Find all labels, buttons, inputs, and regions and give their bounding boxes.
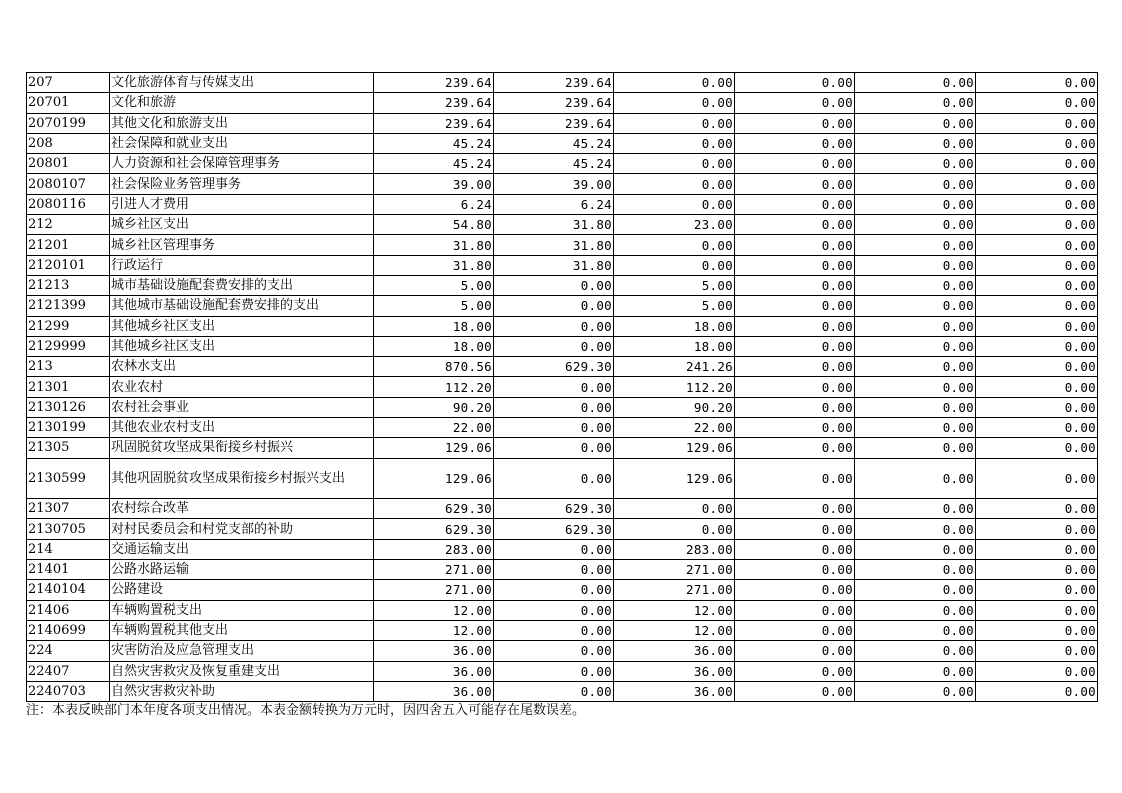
amount-cell: 0.00 [855, 316, 976, 336]
amount-cell: 0.00 [855, 499, 976, 519]
amount-cell: 0.00 [614, 499, 735, 519]
amount-cell: 31.80 [374, 235, 494, 255]
amount-cell: 239.64 [494, 113, 614, 133]
subject-code-cell: 2070199 [27, 113, 110, 133]
table-body [27, 73, 1098, 702]
amount-cell: 0.00 [494, 275, 614, 295]
amount-cell: 22.00 [614, 418, 735, 438]
subject-name-cell: 车辆购置税其他支出 [110, 620, 374, 640]
amount-cell: 870.56 [374, 357, 494, 377]
amount-cell: 0.00 [855, 600, 976, 620]
table-row [27, 174, 1098, 194]
amount-cell: 39.00 [494, 174, 614, 194]
amount-cell: 0.00 [494, 438, 614, 458]
amount-cell: 0.00 [855, 215, 976, 235]
amount-cell: 0.00 [614, 73, 735, 93]
table-row [27, 235, 1098, 255]
subject-code-cell: 21406 [27, 600, 110, 620]
subject-name-cell: 对村民委员会和村党支部的补助 [110, 519, 374, 539]
subject-name-cell: 引进人才费用 [110, 194, 374, 214]
amount-cell: 129.06 [374, 438, 494, 458]
subject-name-cell: 车辆购置税支出 [110, 600, 374, 620]
amount-cell: 6.24 [494, 194, 614, 214]
amount-cell: 239.64 [374, 73, 494, 93]
amount-cell: 129.06 [374, 458, 494, 499]
subject-name-cell: 公路建设 [110, 580, 374, 600]
table-row [27, 93, 1098, 113]
amount-cell: 0.00 [976, 357, 1098, 377]
table-row [27, 113, 1098, 133]
footnote: 注：本表反映部门本年度各项支出情况。本表金额转换为万元时，因四舍五入可能存在尾数误差。 [26, 703, 586, 718]
amount-cell: 112.20 [374, 377, 494, 397]
amount-cell: 0.00 [735, 519, 855, 539]
table-row [27, 296, 1098, 316]
subject-name-cell: 城市基础设施配套费安排的支出 [110, 275, 374, 295]
amount-cell: 0.00 [976, 560, 1098, 580]
amount-cell: 0.00 [494, 681, 614, 701]
amount-cell: 0.00 [494, 296, 614, 316]
subject-name-cell: 社会保险业务管理事务 [110, 174, 374, 194]
subject-code-cell: 2140699 [27, 620, 110, 640]
amount-cell: 0.00 [976, 418, 1098, 438]
amount-cell: 45.24 [494, 133, 614, 153]
table-row [27, 661, 1098, 681]
amount-cell: 0.00 [494, 316, 614, 336]
amount-cell: 31.80 [494, 215, 614, 235]
subject-name-cell: 交通运输支出 [110, 539, 374, 559]
subject-code-cell: 207 [27, 73, 110, 93]
amount-cell: 45.24 [374, 154, 494, 174]
amount-cell: 12.00 [374, 600, 494, 620]
table-row [27, 255, 1098, 275]
amount-cell: 0.00 [976, 377, 1098, 397]
amount-cell: 0.00 [855, 539, 976, 559]
table-row [27, 194, 1098, 214]
amount-cell: 0.00 [855, 296, 976, 316]
amount-cell: 0.00 [735, 418, 855, 438]
amount-cell: 629.30 [494, 499, 614, 519]
amount-cell: 0.00 [735, 438, 855, 458]
amount-cell: 0.00 [855, 255, 976, 275]
amount-cell: 0.00 [735, 600, 855, 620]
amount-cell: 0.00 [494, 600, 614, 620]
amount-cell: 0.00 [735, 255, 855, 275]
subject-name-cell: 其他城乡社区支出 [110, 316, 374, 336]
subject-name-cell: 城乡社区支出 [110, 215, 374, 235]
amount-cell: 0.00 [614, 174, 735, 194]
amount-cell: 0.00 [735, 154, 855, 174]
amount-cell: 0.00 [855, 458, 976, 499]
subject-name-cell: 文化和旅游 [110, 93, 374, 113]
amount-cell: 0.00 [855, 418, 976, 438]
amount-cell: 0.00 [614, 255, 735, 275]
table-row [27, 620, 1098, 640]
subject-code-cell: 213 [27, 357, 110, 377]
amount-cell: 239.64 [374, 113, 494, 133]
amount-cell: 0.00 [735, 73, 855, 93]
subject-code-cell: 2130126 [27, 397, 110, 417]
amount-cell: 0.00 [976, 336, 1098, 356]
subject-name-cell: 公路水路运输 [110, 560, 374, 580]
amount-cell: 0.00 [855, 336, 976, 356]
subject-code-cell: 21213 [27, 275, 110, 295]
table-row [27, 681, 1098, 701]
subject-code-cell: 2130705 [27, 519, 110, 539]
amount-cell: 0.00 [735, 235, 855, 255]
subject-code-cell: 2130599 [27, 458, 110, 499]
amount-cell: 0.00 [614, 235, 735, 255]
subject-name-cell: 灾害防治及应急管理支出 [110, 641, 374, 661]
amount-cell: 5.00 [614, 275, 735, 295]
table-row [27, 539, 1098, 559]
subject-name-cell: 人力资源和社会保障管理事务 [110, 154, 374, 174]
amount-cell: 0.00 [614, 113, 735, 133]
amount-cell: 0.00 [976, 296, 1098, 316]
amount-cell: 0.00 [494, 620, 614, 640]
amount-cell: 0.00 [494, 418, 614, 438]
subject-name-cell: 自然灾害救灾补助 [110, 681, 374, 701]
amount-cell: 18.00 [374, 336, 494, 356]
amount-cell: 0.00 [735, 377, 855, 397]
amount-cell: 0.00 [976, 73, 1098, 93]
subject-name-cell: 社会保障和就业支出 [110, 133, 374, 153]
amount-cell: 0.00 [735, 560, 855, 580]
amount-cell: 629.30 [374, 499, 494, 519]
subject-name-cell: 农林水支出 [110, 357, 374, 377]
amount-cell: 129.06 [614, 458, 735, 499]
amount-cell: 22.00 [374, 418, 494, 438]
subject-code-cell: 2121399 [27, 296, 110, 316]
amount-cell: 18.00 [614, 316, 735, 336]
amount-cell: 36.00 [614, 681, 735, 701]
table-row [27, 519, 1098, 539]
amount-cell: 36.00 [614, 661, 735, 681]
amount-cell: 0.00 [494, 539, 614, 559]
amount-cell: 0.00 [976, 458, 1098, 499]
amount-cell: 0.00 [735, 539, 855, 559]
subject-code-cell: 2080116 [27, 194, 110, 214]
amount-cell: 283.00 [614, 539, 735, 559]
amount-cell: 0.00 [976, 133, 1098, 153]
subject-code-cell: 21201 [27, 235, 110, 255]
amount-cell: 0.00 [976, 519, 1098, 539]
expenditure-table [26, 72, 1098, 702]
amount-cell: 0.00 [976, 194, 1098, 214]
amount-cell: 0.00 [494, 458, 614, 499]
subject-code-cell: 224 [27, 641, 110, 661]
table-row [27, 133, 1098, 153]
subject-name-cell: 其他巩固脱贫攻坚成果衔接乡村振兴支出 [110, 458, 374, 499]
amount-cell: 0.00 [735, 93, 855, 113]
subject-code-cell: 2129999 [27, 336, 110, 356]
subject-name-cell: 自然灾害救灾及恢复重建支出 [110, 661, 374, 681]
amount-cell: 12.00 [614, 620, 735, 640]
amount-cell: 45.24 [494, 154, 614, 174]
amount-cell: 629.30 [494, 519, 614, 539]
amount-cell: 36.00 [374, 681, 494, 701]
amount-cell: 0.00 [855, 580, 976, 600]
subject-code-cell: 2080107 [27, 174, 110, 194]
table-row [27, 397, 1098, 417]
amount-cell: 0.00 [855, 620, 976, 640]
amount-cell: 0.00 [855, 194, 976, 214]
subject-code-cell: 21301 [27, 377, 110, 397]
amount-cell: 0.00 [855, 174, 976, 194]
table-row [27, 215, 1098, 235]
amount-cell: 0.00 [494, 580, 614, 600]
amount-cell: 0.00 [494, 336, 614, 356]
amount-cell: 0.00 [614, 194, 735, 214]
amount-cell: 0.00 [735, 357, 855, 377]
amount-cell: 0.00 [855, 661, 976, 681]
amount-cell: 0.00 [494, 641, 614, 661]
amount-cell: 0.00 [735, 215, 855, 235]
amount-cell: 0.00 [614, 93, 735, 113]
amount-cell: 241.26 [614, 357, 735, 377]
amount-cell: 45.24 [374, 133, 494, 153]
subject-name-cell: 巩固脱贫攻坚成果衔接乡村振兴 [110, 438, 374, 458]
amount-cell: 0.00 [614, 519, 735, 539]
amount-cell: 0.00 [976, 275, 1098, 295]
amount-cell: 0.00 [855, 154, 976, 174]
amount-cell: 0.00 [735, 499, 855, 519]
table-row [27, 438, 1098, 458]
amount-cell: 0.00 [855, 113, 976, 133]
subject-name-cell: 文化旅游体育与传媒支出 [110, 73, 374, 93]
amount-cell: 0.00 [855, 377, 976, 397]
amount-cell: 5.00 [614, 296, 735, 316]
amount-cell: 5.00 [374, 275, 494, 295]
amount-cell: 0.00 [855, 641, 976, 661]
amount-cell: 0.00 [855, 681, 976, 701]
amount-cell: 90.20 [374, 397, 494, 417]
subject-code-cell: 208 [27, 133, 110, 153]
amount-cell: 0.00 [976, 620, 1098, 640]
amount-cell: 0.00 [494, 560, 614, 580]
amount-cell: 0.00 [855, 93, 976, 113]
table-row [27, 336, 1098, 356]
subject-code-cell: 212 [27, 215, 110, 235]
table-row [27, 560, 1098, 580]
amount-cell: 0.00 [735, 194, 855, 214]
amount-cell: 0.00 [735, 661, 855, 681]
amount-cell: 0.00 [735, 336, 855, 356]
amount-cell: 0.00 [735, 397, 855, 417]
amount-cell: 0.00 [976, 681, 1098, 701]
subject-code-cell: 21299 [27, 316, 110, 336]
amount-cell: 283.00 [374, 539, 494, 559]
amount-cell: 0.00 [494, 397, 614, 417]
amount-cell: 629.30 [494, 357, 614, 377]
subject-code-cell: 2240703 [27, 681, 110, 701]
table-row [27, 357, 1098, 377]
amount-cell: 0.00 [976, 215, 1098, 235]
amount-cell: 18.00 [374, 316, 494, 336]
amount-cell: 0.00 [735, 133, 855, 153]
amount-cell: 0.00 [855, 397, 976, 417]
amount-cell: 54.80 [374, 215, 494, 235]
amount-cell: 0.00 [855, 275, 976, 295]
subject-code-cell: 2140104 [27, 580, 110, 600]
amount-cell: 31.80 [374, 255, 494, 275]
amount-cell: 90.20 [614, 397, 735, 417]
amount-cell: 129.06 [614, 438, 735, 458]
amount-cell: 0.00 [735, 174, 855, 194]
amount-cell: 0.00 [735, 113, 855, 133]
subject-code-cell: 214 [27, 539, 110, 559]
subject-name-cell: 城乡社区管理事务 [110, 235, 374, 255]
amount-cell: 0.00 [735, 641, 855, 661]
amount-cell: 0.00 [735, 580, 855, 600]
amount-cell: 271.00 [374, 560, 494, 580]
amount-cell: 239.64 [374, 93, 494, 113]
amount-cell: 271.00 [374, 580, 494, 600]
table-row [27, 418, 1098, 438]
amount-cell: 0.00 [976, 316, 1098, 336]
amount-cell: 0.00 [855, 438, 976, 458]
amount-cell: 0.00 [855, 519, 976, 539]
amount-cell: 112.20 [614, 377, 735, 397]
amount-cell: 0.00 [976, 641, 1098, 661]
amount-cell: 0.00 [976, 93, 1098, 113]
table-row [27, 499, 1098, 519]
table-row [27, 458, 1098, 499]
amount-cell: 239.64 [494, 73, 614, 93]
amount-cell: 0.00 [976, 438, 1098, 458]
subject-code-cell: 20801 [27, 154, 110, 174]
amount-cell: 0.00 [855, 133, 976, 153]
amount-cell: 0.00 [855, 357, 976, 377]
amount-cell: 18.00 [614, 336, 735, 356]
table-row [27, 275, 1098, 295]
amount-cell: 0.00 [976, 600, 1098, 620]
amount-cell: 0.00 [976, 174, 1098, 194]
amount-cell: 0.00 [494, 377, 614, 397]
amount-cell: 0.00 [855, 560, 976, 580]
subject-code-cell: 2130199 [27, 418, 110, 438]
subject-name-cell: 农村社会事业 [110, 397, 374, 417]
amount-cell: 0.00 [735, 316, 855, 336]
amount-cell: 0.00 [735, 275, 855, 295]
amount-cell: 0.00 [976, 397, 1098, 417]
subject-code-cell: 21401 [27, 560, 110, 580]
amount-cell: 12.00 [614, 600, 735, 620]
amount-cell: 0.00 [735, 458, 855, 499]
table-row [27, 316, 1098, 336]
amount-cell: 0.00 [976, 154, 1098, 174]
amount-cell: 31.80 [494, 255, 614, 275]
amount-cell: 271.00 [614, 580, 735, 600]
amount-cell: 271.00 [614, 560, 735, 580]
amount-cell: 0.00 [976, 113, 1098, 133]
amount-cell: 0.00 [735, 296, 855, 316]
amount-cell: 0.00 [976, 580, 1098, 600]
table-row [27, 641, 1098, 661]
subject-name-cell: 行政运行 [110, 255, 374, 275]
table-row [27, 73, 1098, 93]
subject-code-cell: 21305 [27, 438, 110, 458]
amount-cell: 0.00 [614, 154, 735, 174]
subject-name-cell: 其他城市基础设施配套费安排的支出 [110, 296, 374, 316]
amount-cell: 629.30 [374, 519, 494, 539]
amount-cell: 23.00 [614, 215, 735, 235]
amount-cell: 5.00 [374, 296, 494, 316]
amount-cell: 0.00 [855, 73, 976, 93]
subject-code-cell: 2120101 [27, 255, 110, 275]
amount-cell: 0.00 [976, 539, 1098, 559]
amount-cell: 36.00 [374, 661, 494, 681]
subject-name-cell: 农业农村 [110, 377, 374, 397]
subject-code-cell: 20701 [27, 93, 110, 113]
amount-cell: 0.00 [976, 499, 1098, 519]
subject-code-cell: 22407 [27, 661, 110, 681]
subject-name-cell: 其他农业农村支出 [110, 418, 374, 438]
table-row [27, 580, 1098, 600]
subject-name-cell: 其他城乡社区支出 [110, 336, 374, 356]
amount-cell: 239.64 [494, 93, 614, 113]
amount-cell: 36.00 [614, 641, 735, 661]
amount-cell: 39.00 [374, 174, 494, 194]
subject-name-cell: 其他文化和旅游支出 [110, 113, 374, 133]
amount-cell: 31.80 [494, 235, 614, 255]
amount-cell: 0.00 [494, 661, 614, 681]
amount-cell: 12.00 [374, 620, 494, 640]
amount-cell: 6.24 [374, 194, 494, 214]
amount-cell: 36.00 [374, 641, 494, 661]
amount-cell: 0.00 [976, 255, 1098, 275]
amount-cell: 0.00 [735, 620, 855, 640]
amount-cell: 0.00 [614, 133, 735, 153]
table-row [27, 377, 1098, 397]
subject-code-cell: 21307 [27, 499, 110, 519]
table-row [27, 600, 1098, 620]
amount-cell: 0.00 [735, 681, 855, 701]
subject-name-cell: 农村综合改革 [110, 499, 374, 519]
amount-cell: 0.00 [976, 235, 1098, 255]
amount-cell: 0.00 [855, 235, 976, 255]
table-row [27, 154, 1098, 174]
amount-cell: 0.00 [976, 661, 1098, 681]
